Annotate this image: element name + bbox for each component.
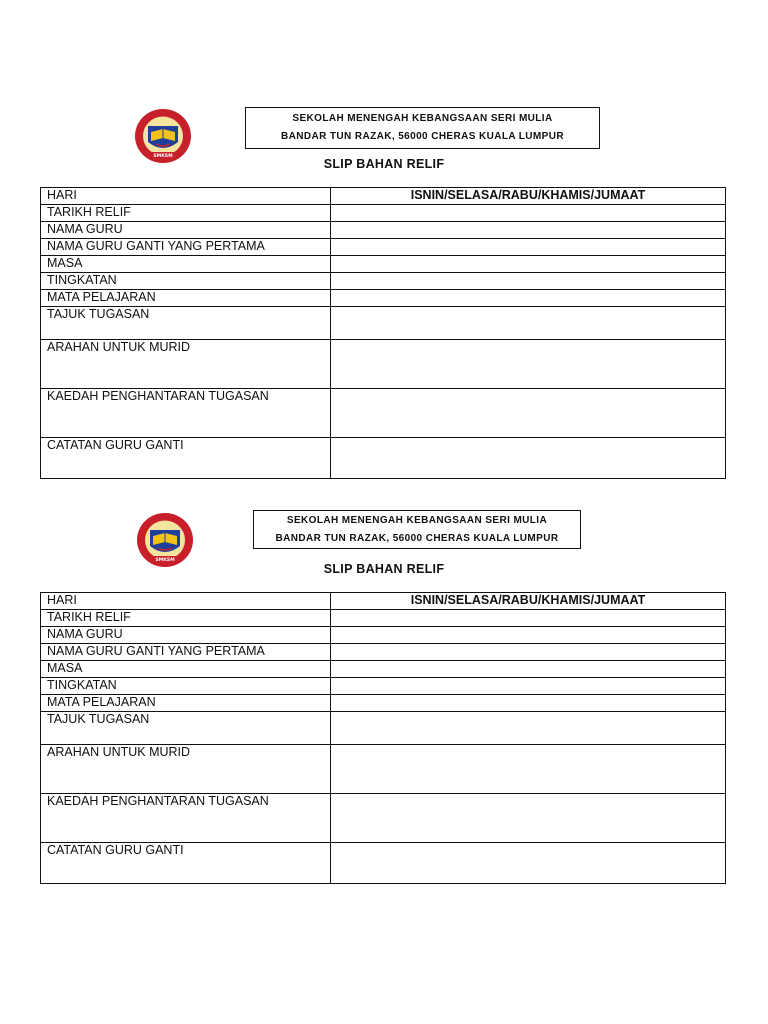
row-label-substitute-notes: CATATAN GURU GANTI [41, 843, 331, 884]
row-label-date: TARIKH RELIF [41, 205, 331, 222]
row-label-subject: MATA PELAJARAN [41, 290, 331, 307]
day-options[interactable]: ISNIN/SELASA/RABU/KHAMIS/JUMAAT [331, 188, 726, 205]
relief-form-table [40, 592, 726, 884]
row-label-student-instructions: ARAHAN UNTUK MURID [41, 340, 331, 389]
subject-field[interactable] [331, 290, 726, 307]
row-label-submission-method: KAEDAH PENGHANTARAN TUGASAN [41, 389, 331, 438]
assignment-title-field[interactable] [331, 712, 726, 745]
school-address: BANDAR TUN RAZAK, 56000 CHERAS KUALA LUMPUR [275, 533, 559, 544]
row-label-subject: MATA PELAJARAN [41, 695, 331, 712]
form-level-field[interactable] [331, 678, 726, 695]
row-label-first-substitute: NAMA GURU GANTI YANG PERTAMA [41, 239, 331, 256]
first-substitute-field[interactable] [331, 239, 726, 256]
row-label-substitute-notes: CATATAN GURU GANTI [41, 438, 331, 479]
row-label-assignment-title: TAJUK TUGASAN [41, 307, 331, 340]
row-label-time: MASA [41, 661, 331, 678]
row-label-teacher: NAMA GURU [41, 222, 331, 239]
school-name: SEKOLAH MENENGAH KEBANGSAAN SERI MULIA [286, 515, 548, 526]
first-substitute-field[interactable] [331, 644, 726, 661]
row-label-day: HARI [41, 188, 331, 205]
date-field[interactable] [331, 610, 726, 627]
row-label-teacher: NAMA GURU [41, 627, 331, 644]
row-label-form-level: TINGKATAN [41, 678, 331, 695]
slip-title: SLIP BAHAN RELIF [323, 562, 445, 576]
teacher-field[interactable] [331, 222, 726, 239]
form-level-field[interactable] [331, 273, 726, 290]
school-address: BANDAR TUN RAZAK, 56000 CHERAS KUALA LUMPUR [281, 131, 564, 142]
submission-method-field[interactable] [331, 794, 726, 843]
school-name: SEKOLAH MENENGAH KEBANGSAAN SERI MULIA [292, 113, 553, 124]
school-name-box [253, 510, 581, 549]
slip-title: SLIP BAHAN RELIF [323, 157, 445, 171]
substitute-notes-field[interactable] [331, 438, 726, 479]
teacher-field[interactable] [331, 627, 726, 644]
row-label-form-level: TINGKATAN [41, 273, 331, 290]
row-label-submission-method: KAEDAH PENGHANTARAN TUGASAN [41, 794, 331, 843]
row-label-date: TARIKH RELIF [41, 610, 331, 627]
assignment-title-field[interactable] [331, 307, 726, 340]
crest-label: SMKSM [155, 558, 175, 563]
day-options[interactable]: ISNIN/SELASA/RABU/KHAMIS/JUMAAT [331, 593, 726, 610]
student-instructions-field[interactable] [331, 340, 726, 389]
subject-field[interactable] [331, 695, 726, 712]
row-label-first-substitute: NAMA GURU GANTI YANG PERTAMA [41, 644, 331, 661]
school-crest-icon [136, 512, 194, 568]
school-name-box [245, 107, 600, 149]
row-label-student-instructions: ARAHAN UNTUK MURID [41, 745, 331, 794]
submission-method-field[interactable] [331, 389, 726, 438]
row-label-time: MASA [41, 256, 331, 273]
crest-label: SMKSM [153, 154, 173, 159]
row-label-assignment-title: TAJUK TUGASAN [41, 712, 331, 745]
date-field[interactable] [331, 205, 726, 222]
student-instructions-field[interactable] [331, 745, 726, 794]
substitute-notes-field[interactable] [331, 843, 726, 884]
time-field[interactable] [331, 661, 726, 678]
school-crest-icon [134, 108, 192, 164]
row-label-day: HARI [41, 593, 331, 610]
time-field[interactable] [331, 256, 726, 273]
relief-form-table [40, 187, 726, 479]
